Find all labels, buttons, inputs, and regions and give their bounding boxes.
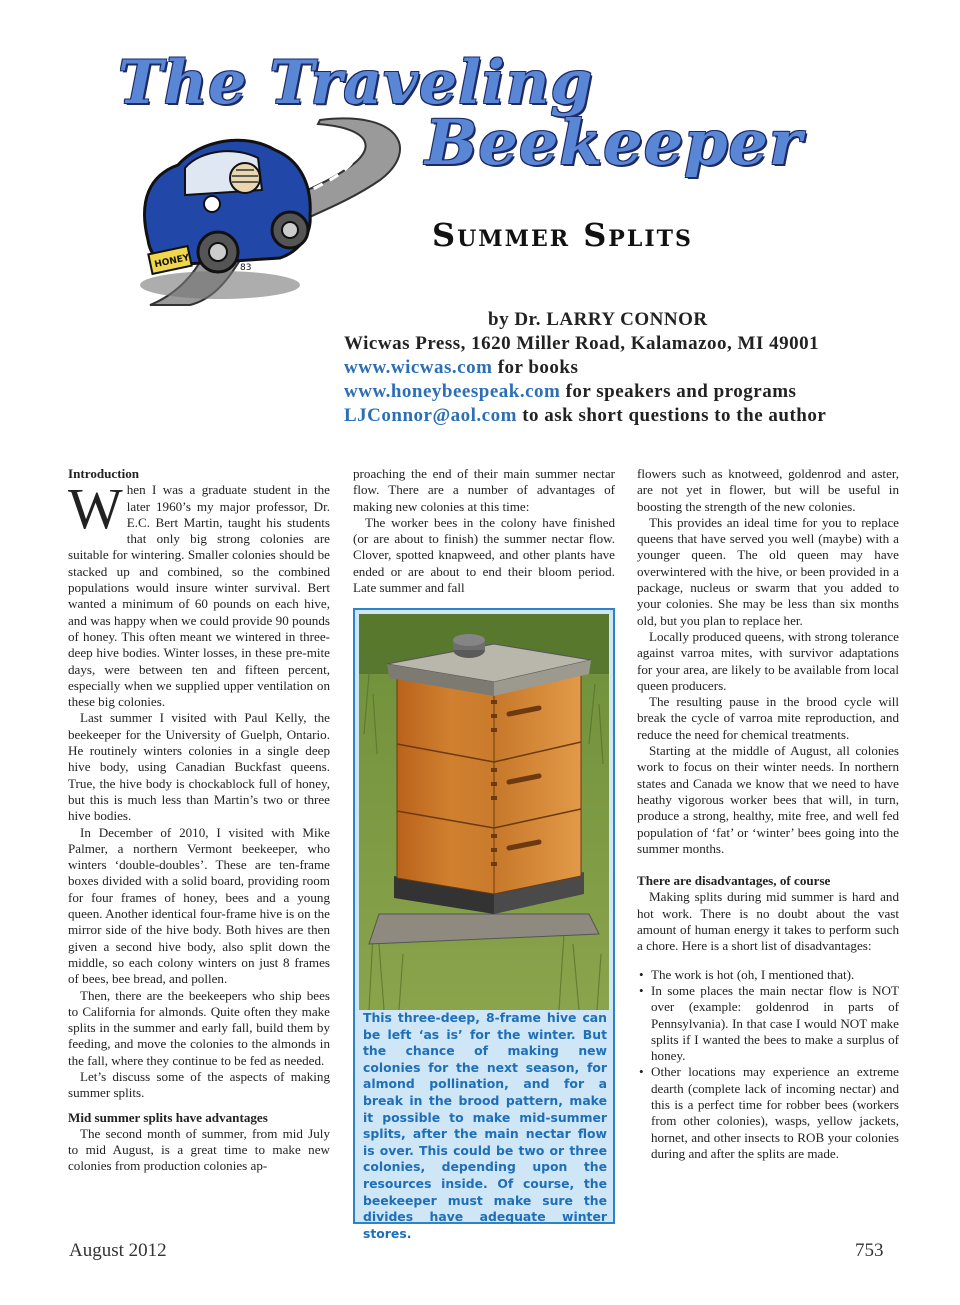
paragraph: flowers such as knotweed, goldenrod and aster, are not yet in flower, but will be useful in boosting the strength of the new colonies. [637,466,899,514]
column-1 [68,466,330,1175]
byline-line-1 [344,356,904,380]
honeybeespeak-link[interactable]: www.honeybeespeak.com [344,381,561,402]
paragraph: In December of 2010, I visited with Mike Palmer, a northern Vermont beekeeper, who winters ‘double-doubles’. These are ten-frame boxes divided with a solid board, providing room for four frames of honey, bees and a young queen. Another identical four-frame hive is on the mirror side of the hive body. Both hives are then given a second hive body, also split down the middle, so each colony winters on just 8 frames of bees, bee bread, and pollen. [68,824,330,987]
paragraph [68,476,330,710]
column-2 [353,466,615,596]
article-subtitle: Summer Splits [432,216,693,254]
car-plate-text: HONEY [153,253,191,271]
paragraph: Making splits during mid summer is hard and hot work. There is no doubt about the vast amount of human energy it takes to perform such a chore. Here is a short list of disadvantages: [637,889,899,954]
byline-line-3-text: to ask short questions to the author [516,405,827,426]
paragraph: The resulting pause in the brood cycle will break the cycle of varroa mite reproduction, and reduce the need for chemical treatments. [637,694,899,742]
drop-cap: W [68,476,123,542]
title-line-1: The Traveling [118,48,594,118]
car-illustration [145,140,311,274]
photo-with-caption [353,608,615,1241]
column-3 [637,466,899,1162]
byline [344,308,904,428]
byline-line-3 [344,404,904,428]
paragraph: proaching the end of their main summer nectar flow. There are a number of advantages of making new colonies at this time: [353,466,615,514]
paragraph: This provides an ideal time for you to replace queens that have served you well (maybe) with a younger queen. The old queen may have overwintered with the hive, or been provided in a package, nucleus or swarm that you added to your colonies. She may be less than six months old, but you plan to replace her. [637,514,899,628]
disadvantages-list [637,967,899,1163]
paragraph: The worker bees in the colony have finished (or are about to finish) the summer nectar flow. Clover, spotted knapweed, and other plants have ended or are about to end their bloom period. Late summer and fall [353,514,615,596]
byline-line-1-text: for books [492,357,579,378]
title-line-2: Beekeeper [425,106,803,179]
footer-date: August 2012 [69,1240,167,1261]
paragraph: The second month of summer, from mid July to mid August, is a great time to make new colonies from production colonies ap- [68,1125,330,1174]
list-item: • The work is hot (oh, I mentioned that). [637,967,899,983]
car-number-text: 83 [240,263,252,273]
byline-line-2-text: for speakers and programs [560,381,797,402]
paragraph: Let’s discuss some of the aspects of making summer splits. [68,1068,330,1101]
paragraph: Locally produced queens, with strong tolerance against varroa mites, with survivor adaptations for your area, are likely to be available from local queen producers. [637,628,899,693]
email-link[interactable]: LJConnor@aol.com [344,405,517,426]
photo-caption: This three-deep, 8-frame hive can be left ‘as is’ for the winter. But the chance of making new colonies for the next season, for almond pollination, and for a break in the brood pattern, make it possible to make mid-summer splits, after the main nectar flow is over. This could be two or three colonies, depending upon the resources inside. Of course, the beekeeper must make sure the divides have adequate winter stores. [363,1010,607,1241]
wicwas-link[interactable]: www.wicwas.com [344,357,493,378]
list-item: • In some places the main nectar flow is NOT over (example: goldenrod in parts of Pennsylvania). In that case I would NOT make splits if I wanted the bees to make a surplus of honey. [637,983,899,1064]
paragraph-text: hen I was a graduate student in the later 1960’s my major professor, Dr. E.C. Bert Martin, taught his students that only big strong colonies are suitable for wintering. Smaller colonies should be stacked up and combined, so the combined populations would insure winter survival. Bert wanted a minimum of 60 pounds on each hive, and was happy when we could provide 90 pounds of honey. This often meant we wintered in three-deep hive bodies. Winter losses, in these pre-mite days, were between ten and fifteen percent, especially when we supplied upper ventilation on these big colonies. [68,482,330,710]
section-heading-disadvantages: There are disadvantages, of course [637,873,831,889]
paragraph: Then, there are the beekeepers who ship bees to California for almonds. Quite often they make splits in the summer and early fall, build them by feeding, and move the colonies to the almonds in the fall, where they continue to be fed as needed. [68,987,330,1068]
byline-line-2 [344,380,904,404]
beehive-photo [359,614,609,1010]
page-number: 753 [855,1240,884,1261]
byline-address: Wicwas Press, 1620 Miller Road, Kalamazoo, MI 49001 [344,333,820,354]
section-heading-introduction: Introduction [68,466,140,481]
list-item: • Other locations may experience an extreme dearth (complete lack of incoming nectar) and this is a perfect time for robber bees (workers from other colonies), wasps, yellow jackets, hornet, and other insects to ROB your colonies during and after the splits are made. [637,1064,899,1162]
byline-author: by Dr. LARRY CONNOR [488,309,708,330]
paragraph: Starting at the middle of August, all colonies work to focus on their winter needs. In northern states and Canada we know that we need to have heathy vigorous worker bees that will, in turn, produce a strong, healthy, mite free, and well fed population of ‘fat’ or ‘winter’ bees going into the summer months. [637,743,899,856]
section-heading-advantages: Mid summer splits have advantages [68,1109,268,1125]
paragraph: Last summer I visited with Paul Kelly, the beekeeper for the University of Guelph, Ontario. He routinely winters colonies in a single deep hive body, using Canadian Buckfast queens. True, the hive body is chockablock full of honey, but this is much less than Martin’s two or three hive bodies. [68,710,330,824]
